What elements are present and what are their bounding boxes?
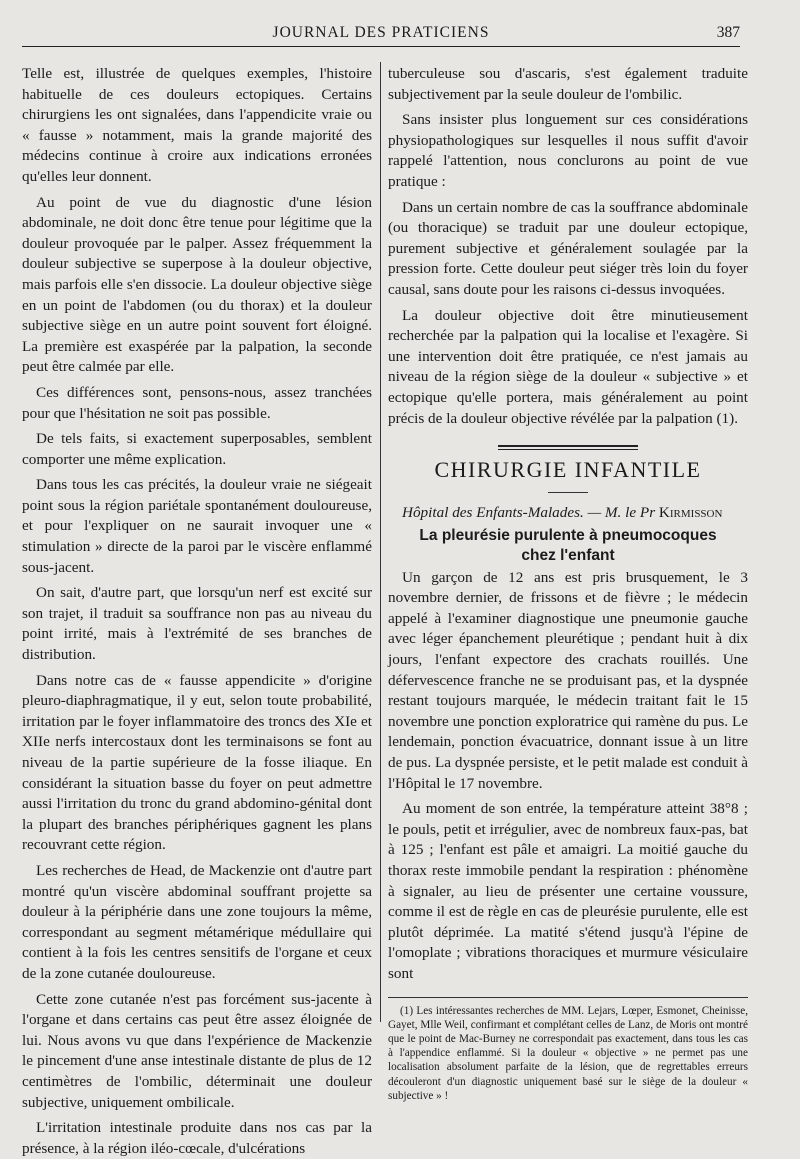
footnote: [388, 1004, 748, 1103]
article-title-line: chez l'enfant: [521, 546, 615, 564]
paragraph: Cette zone cutanée n'est pas forcément sus-jacente à l'organe et dans certains cas peut être assez éloignée de lui. Nous avons vu que dans l'expérience de Mackenzie le pincement d'une anse intestinale distante de plus de 12 centimètres de l'ombilic, déterminait une douleur subjective, uniquement ombilicale.: [22, 990, 372, 1111]
paragraph: Au point de vue du diagnostic d'une lésion abdominale, ne doit donc être tenue pour légitime que la douleur provoquée par le palper. Assez fréquemment la douleur subjective se superpose à la douleur objective, mais parfois elle s'en dissocie. La douleur objective siège en un point de l'abdomen (ou du thorax) et la douleur subjective siège en un autre point souvent fort éloigné. La première est exaspérée par la palpation, la seconde peut être calmée par elle.: [22, 193, 372, 376]
paragraph: Sans insister plus longuement sur ces considérations physiopathologiques sur lesquelles il nous suffit d'avoir rappelé l'attention, nous conclurons au point de vue pratique :: [388, 111, 748, 190]
author-name: Kirmisson: [658, 504, 723, 522]
footnote-text: (1) Les intéressantes recherches de MM. Lejars, Lœper, Esmonet, Cheinisse, Gayet, Mlle Weil, confirmant et complétant celles de Lanz, de Moris ont montré que le point de Mac-Burney ne correspondait pas exactement, dans tous les cas à l'appendice enflammé. Si la douleur « objective » ne permet pas une localisation absolument parfaite de la lésion, que de regrettables erreurs découleront d'un diagnostic uniquement basé sur le siège de la douleur « subjective » !: [388, 1004, 748, 1102]
paragraph: Les recherches de Head, de Mackenzie ont d'autre part montré qu'un viscère abdominal souffrant projette sa douleur à la périphérie dans une zone toujours la même, correspondant au segment métamérique médullaire qui contient à la fois les centres sensitifs de l'organe et ceux de la zone cutanée douloureuse.: [22, 861, 372, 982]
paragraph: On sait, d'autre part, que lorsqu'un nerf est excité sur son trajet, il traduit sa souffrance non pas au niveau du point irrité, mais à l'extrémité de ses branches de distribution.: [22, 584, 372, 664]
journal-title: JOURNAL DES PRATICIENS: [272, 24, 490, 41]
paragraph: Un garçon de 12 ans est pris brusquement, le 3 novembre dernier, de frissons et de fièvre ; le médecin appelé à l'examiner diagnostique une pneumonie gauche avec léger épanchement pleurétique ; pendant huit à dix jours, l'enfant expectore des crachats rouillés. Une défervescence franche ne se produisant pas, et la dyspnée restant toujours marquée, le médecin traitant fait le 15 novembre une ponction exploratrice qui ramène du pus. Le lendemain, ponction évacuatrice, donnant issue à un litre de pus. La dyspnée persiste, et le petit malade est conduit à l'Hôpital le 17 novembre.: [388, 568, 748, 792]
hospital-line: [388, 503, 748, 524]
paragraph: Au moment de son entrée, la température atteint 38°8 ; le pouls, petit et irrégulier, avec de nombreux faux-pas, bat à 125 ; l'enfant est pâle et amaigri. La moitié gauche du thorax reste immobile pendant la respiration : phénomène à signaler, au lieu de présenter une certaine voussure, comme il est de règle en cas de pleurésie purulente, elle est plutôt déprimée. La matité s'étend jusqu'à l'épine de l'omoplate ; vibrations thoraciques et murmure vésiculaire sont: [388, 800, 748, 982]
paragraph: Dans tous les cas précités, la douleur vraie ne siégeait point sous la région pariétale spontanément douloureuse, et pour l'expliquer on ne saurait invoquer une « stimulation » directe de la paroi par le viscère enflammé sous-jacent.: [22, 476, 372, 576]
footnote-rule: [388, 997, 748, 998]
section-separator: [498, 445, 638, 450]
paragraph: L'irritation intestinale produite dans nos cas par la présence, à la région iléo-cœcale, d'ulcérations: [22, 1119, 372, 1157]
column-divider: [380, 62, 381, 1022]
page-number: 387: [716, 24, 740, 41]
section-title: CHIRURGIE INFANTILE: [434, 457, 702, 483]
right-column: [388, 64, 748, 1103]
paragraph: Ces différences sont, pensons-nous, assez tranchées pour que l'hésitation ne soit pas possible.: [22, 383, 372, 422]
paragraph: tuberculeuse sou d'ascaris, s'est également traduite subjectivement par la seule douleur de l'ombilic.: [388, 65, 748, 103]
paragraph: Dans notre cas de « fausse appendicite » d'origine pleuro-diaphragmatique, il y eut, selon toute probabilité, irritation par le foyer inflammatoire des troncs des XIe et XIIe nerfs intercostaux dont les terminaisons se font au niveau de la partie supérieure de la fosse iliaque. En considérant la situation basse du foyer on peut admettre aussi l'irritation du tronc du grand abdomino-génital dont la plupart des branches périphériques gagnent les plans recouvrant cette région.: [22, 671, 372, 854]
hospital-name: Hôpital des Enfants-Malades. — M. le Pr: [402, 504, 656, 522]
paragraph: La douleur objective doit être minutieusement recherchée par la palpation qui la localise et l'exagère. Si une intervention doit être pratiquée, ce n'est jamais au niveau de la région siège de la douleur « subjective » et ectopique qu'elle portera, mais généralement au point précis de la douleur objective révélée par la palpation (1).: [388, 306, 748, 427]
article-title: [388, 526, 748, 566]
paragraph: Telle est, illustrée de quelques exemples, l'histoire habituelle de ces douleurs ectopiques. Certains chirurgiens les ont signalées, dans l'appendicite vraie ou « fausse » notamment, mais la grande majorité des médecins continue à croire aux indications erronées qu'elles leur donnent.: [22, 65, 372, 185]
running-header: [22, 22, 740, 47]
title-rule: [548, 492, 588, 493]
left-column: [22, 64, 372, 1159]
paragraph: Dans un certain nombre de cas la souffrance abdominale (ou thoracique) se traduit par une douleur ectopique, purement subjective et généralement soulagée par la pression forte. Cette douleur peut siéger très loin du foyer causal, sans doute pour les raisons ci-dessus invoquées.: [388, 198, 748, 298]
paragraph: De tels faits, si exactement superposables, semblent comporter une même explication.: [22, 430, 372, 468]
article-title-line: La pleurésie purulente à pneumocoques: [419, 526, 717, 544]
